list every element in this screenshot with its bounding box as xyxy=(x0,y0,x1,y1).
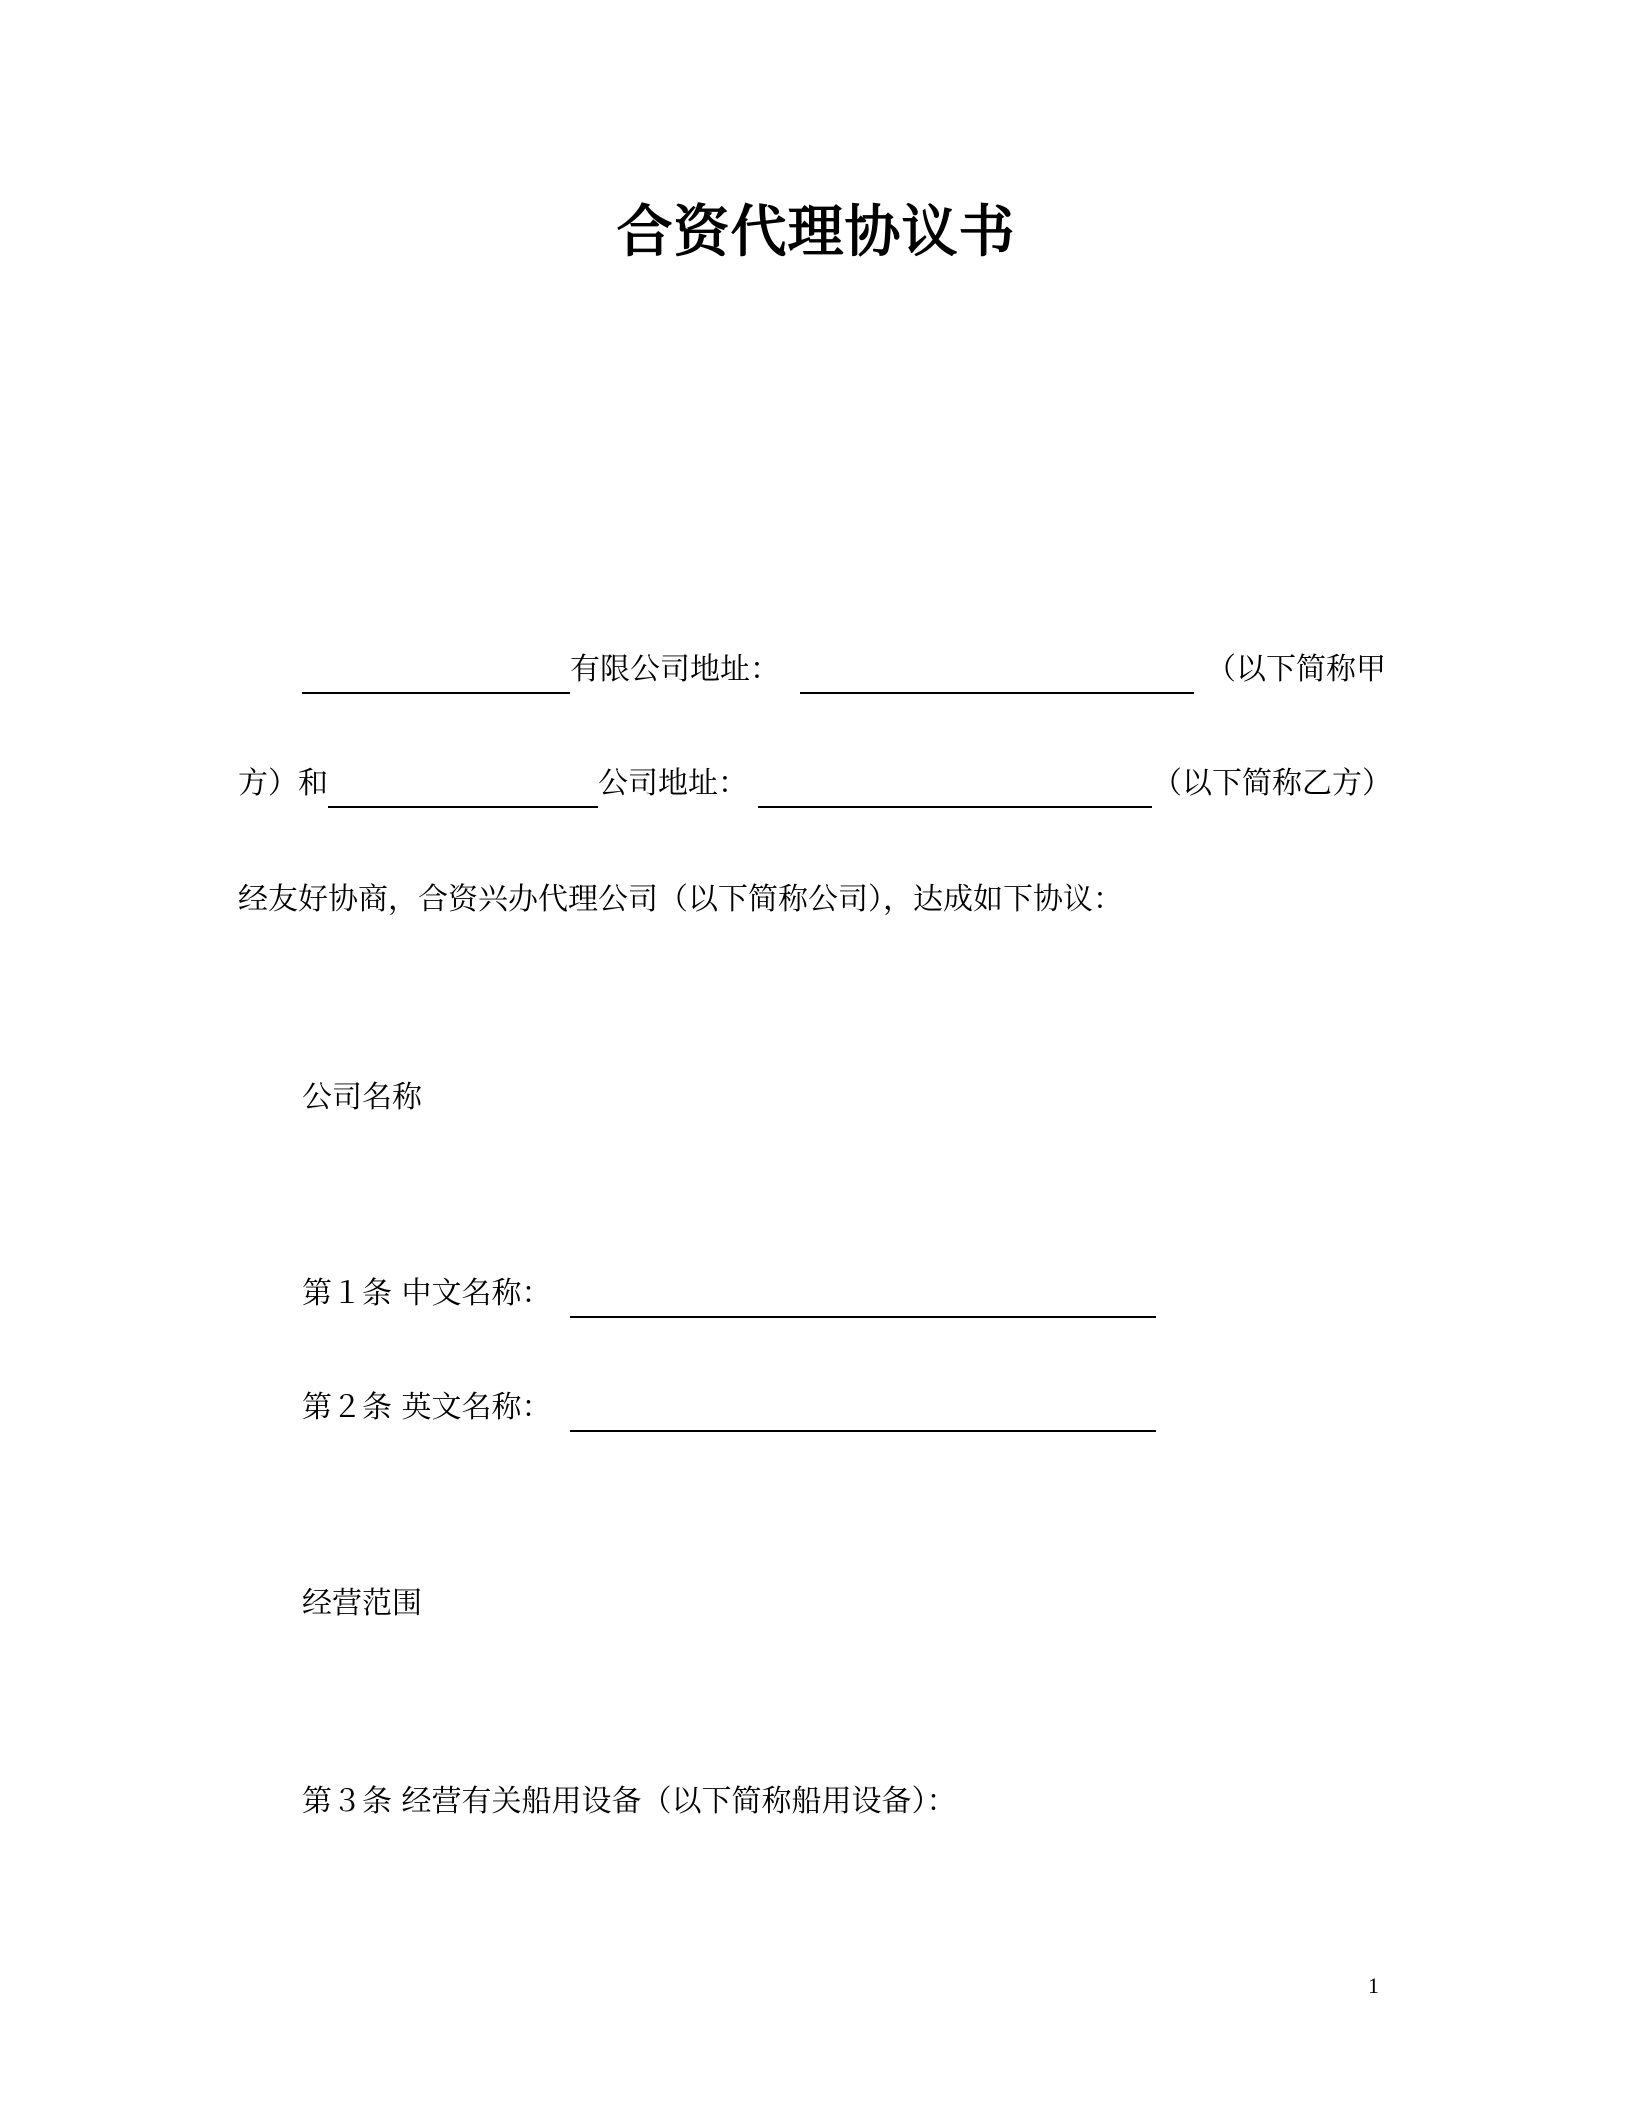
article-1 xyxy=(302,1274,1156,1314)
preamble-line-1 xyxy=(302,650,1386,690)
party-b-name-blank[interactable] xyxy=(328,772,598,808)
page-number: 1 xyxy=(1368,1973,1379,1998)
english-name-blank[interactable] xyxy=(570,1396,1156,1432)
preamble-line-2 xyxy=(238,764,1392,804)
party-a-close: 方）和 xyxy=(238,766,328,801)
chinese-name-blank[interactable] xyxy=(570,1282,1156,1318)
article-2 xyxy=(302,1388,1156,1428)
party-b-tail: （以下简称乙方） xyxy=(1152,766,1392,801)
article-1-label: 第１条 中文名称： xyxy=(302,1276,552,1311)
section-heading-company-name: 公司名称 xyxy=(302,1080,422,1115)
article-3: 第３条 经营有关船用设备（以下简称船用设备）： xyxy=(302,1784,957,1819)
party-b-suffix: 公司地址： xyxy=(598,766,748,801)
party-a-address-blank[interactable] xyxy=(800,658,1194,694)
party-a-name-blank[interactable] xyxy=(302,658,570,694)
article-2-label: 第２条 英文名称： xyxy=(302,1390,552,1425)
document-title: 合资代理协议书 xyxy=(616,200,1016,265)
party-a-suffix: 有限公司地址： xyxy=(570,652,780,687)
section-heading-business-scope: 经营范围 xyxy=(302,1586,422,1621)
party-b-address-blank[interactable] xyxy=(758,772,1152,808)
preamble-line-3: 经友好协商，合资兴办代理公司（以下简称公司），达成如下协议： xyxy=(238,882,1123,917)
party-a-tail: （以下简称甲 xyxy=(1206,652,1386,687)
